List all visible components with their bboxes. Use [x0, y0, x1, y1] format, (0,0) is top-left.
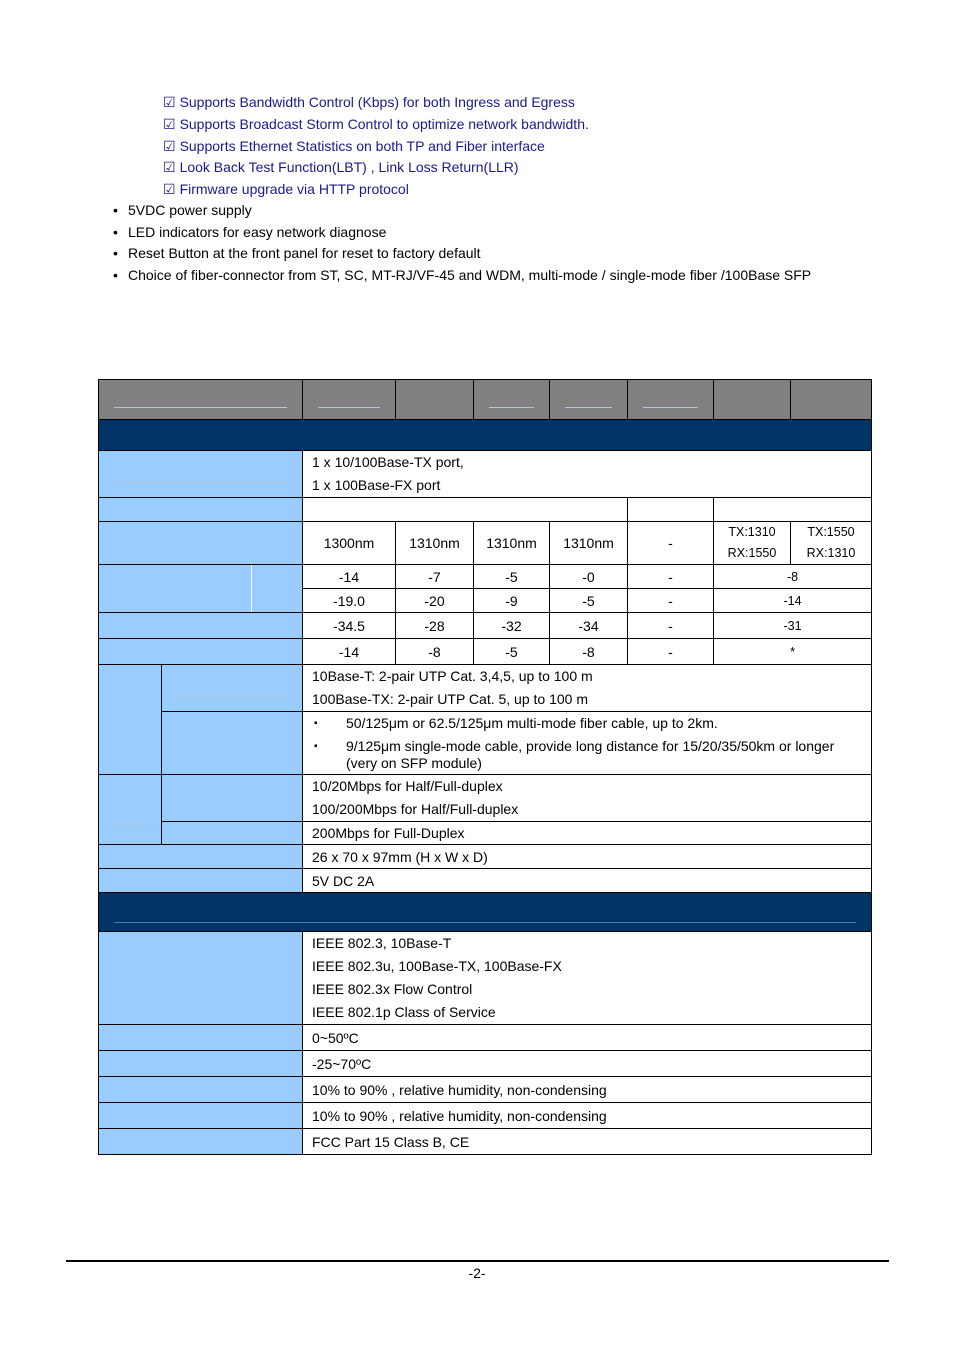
row-label [162, 822, 303, 845]
specification-table [98, 379, 872, 1155]
table-cell: - [628, 613, 714, 639]
header-cell [396, 380, 474, 420]
table-cell: - [628, 522, 714, 565]
bullet-item: • LED indicators for easy network diagnose [113, 222, 811, 244]
table-cell: -20 [396, 589, 474, 613]
table-cell: -14 [303, 565, 396, 589]
checkbox-icon: ☑ [163, 137, 176, 154]
emission-cell: FCC Part 15 Class B, CE [303, 1129, 872, 1155]
saturation-row [99, 639, 872, 665]
row-label [99, 1025, 303, 1051]
bullet-icon: • [113, 202, 118, 218]
row-label [99, 1077, 303, 1103]
header-cell [474, 380, 550, 420]
square-bullet-icon: ▪ [314, 717, 318, 729]
bullet-item: • Choice of fiber-connector from ST, SC, MT-RJ/VF-45 and WDM, multi-mode / single-mode fiber /100Base SFP [113, 265, 811, 287]
wavelength-row [99, 522, 872, 565]
checklist-item: ☑ Look Back Test Function(LBT) , Link Loss Return(LLR) [163, 157, 589, 179]
operating-temp-row [99, 1025, 872, 1051]
row-label [99, 869, 303, 893]
fiber-cable-cell: ▪ 50/125μm or 62.5/125μm multi-mode fiber cable, up to 2km. ▪ 9/125μm single-mode cable, provide long distance for 15/20/35/50km or longer (very on SFP module) [303, 712, 872, 775]
standards-row [99, 932, 872, 1025]
power-cell: 5V DC 2A [303, 869, 872, 893]
table-row [99, 451, 872, 498]
blank-cell [628, 498, 714, 522]
checkbox-icon: ☑ [163, 115, 176, 132]
row-label [99, 565, 303, 613]
page-number: -2- [468, 1265, 486, 1281]
checkbox-icon: ☑ [163, 181, 176, 198]
operating-humidity-row [99, 1077, 872, 1103]
checklist-item: ☑ Firmware upgrade via HTTP protocol [163, 179, 589, 201]
row-label [99, 1051, 303, 1077]
header-cell [99, 380, 303, 420]
row-label [99, 1129, 303, 1155]
square-bullet-icon: ▪ [314, 740, 318, 752]
wdm-cell-2: TX:1550 RX:1310 [791, 522, 872, 565]
table-cell: 1310nm [396, 522, 474, 565]
table-cell: - [628, 565, 714, 589]
header-cell [628, 380, 714, 420]
feature-bullets [113, 200, 811, 287]
row-label [99, 613, 303, 639]
table-cell: -5 [474, 565, 550, 589]
feature-checklist [163, 92, 589, 201]
dimensions-row [99, 845, 872, 869]
table-cell: - [628, 639, 714, 665]
footer-divider [66, 1260, 889, 1262]
blank-cell [714, 498, 872, 522]
checkbox-icon: ☑ [163, 94, 176, 110]
table-cell: -9 [474, 589, 550, 613]
row-label [99, 498, 303, 522]
sensitivity-row [99, 613, 872, 639]
table-cell: -5 [474, 639, 550, 665]
speed-fiber-row [99, 822, 872, 845]
table-cell: -8 [396, 639, 474, 665]
header-cell [303, 380, 396, 420]
header-cell [550, 380, 628, 420]
table-cell: 1310nm [474, 522, 550, 565]
checklist-item: ☑ Supports Broadcast Storm Control to optimize network bandwidth. [163, 114, 589, 136]
table-header-row [99, 380, 872, 420]
table-cell: -34 [550, 613, 628, 639]
section-hardware-row [99, 420, 872, 451]
operating-temp-cell: 0~50ºC [303, 1025, 872, 1051]
table-cell: -8 [550, 639, 628, 665]
section-header [99, 893, 872, 932]
row-label [162, 712, 303, 775]
storage-humidity-cell: 10% to 90% , relative humidity, non-condensing [303, 1103, 872, 1129]
speed-tp-row [99, 775, 872, 822]
row-label [99, 522, 303, 565]
standards-cell: IEEE 802.3, 10Base-T IEEE 802.3u, 100Base-TX, 100Base-FX IEEE 802.3x Flow Control IEEE 802.1p Class of Service [303, 932, 872, 1025]
table-cell: -32 [474, 613, 550, 639]
table-cell: -0 [550, 565, 628, 589]
header-cell [714, 380, 791, 420]
cable-tp-row [99, 665, 872, 712]
bullet-icon: • [113, 267, 118, 284]
table-cell: 1300nm [303, 522, 396, 565]
row-group-label [99, 775, 162, 845]
table-cell: -8 [714, 565, 872, 589]
row-label [162, 665, 303, 712]
dimensions-cell: 26 x 70 x 97mm (H x W x D) [303, 845, 872, 869]
checkbox-icon: ☑ [163, 159, 176, 176]
storage-humidity-row [99, 1103, 872, 1129]
row-label [162, 775, 303, 822]
bullet-item: • Reset Button at the front panel for reset to factory default [113, 243, 811, 265]
ports-cell: 1 x 10/100Base-TX port, 1 x 100Base-FX port [303, 451, 872, 498]
tp-cable-cell: 10Base-T: 2-pair UTP Cat. 3,4,5, up to 100 m 100Base-TX: 2-pair UTP Cat. 5, up to 100 m [303, 665, 872, 712]
table-cell: - [628, 589, 714, 613]
table-cell: 1310nm [550, 522, 628, 565]
row-label [99, 639, 303, 665]
header-cell [791, 380, 872, 420]
row-label [99, 451, 303, 498]
row-group-label [99, 665, 162, 775]
table-row [99, 498, 872, 522]
table-cell: -19.0 [303, 589, 396, 613]
table-cell: * [714, 639, 872, 665]
bullet-icon: • [113, 245, 118, 262]
table-cell: -31 [714, 613, 872, 639]
tp-speed-cell: 10/20Mbps for Half/Full-duplex 100/200Mbps for Half/Full-duplex [303, 775, 872, 822]
row-label [99, 1103, 303, 1129]
table-cell: -5 [550, 589, 628, 613]
table-cell: -14 [303, 639, 396, 665]
power-max-row [99, 565, 872, 589]
checklist-item: ☑ Supports Bandwidth Control (Kbps) for both Ingress and Egress [163, 92, 589, 114]
bullet-icon: • [113, 223, 118, 240]
bullet-item: • 5VDC power supply [113, 200, 811, 222]
row-label [99, 845, 303, 869]
operating-humidity-cell: 10% to 90% , relative humidity, non-condensing [303, 1077, 872, 1103]
section-header [99, 420, 872, 451]
cable-fiber-row [99, 712, 872, 775]
checklist-item: ☑ Supports Ethernet Statistics on both TP and Fiber interface [163, 136, 589, 158]
row-label [99, 932, 303, 1025]
fiber-speed-cell: 200Mbps for Full-Duplex [303, 822, 872, 845]
table-cell: -34.5 [303, 613, 396, 639]
emission-row [99, 1129, 872, 1155]
section-standards-row [99, 893, 872, 932]
table-cell: -28 [396, 613, 474, 639]
table-cell: -7 [396, 565, 474, 589]
storage-temp-row [99, 1051, 872, 1077]
power-row [99, 869, 872, 893]
storage-temp-cell: -25~70ºC [303, 1051, 872, 1077]
blank-cell [303, 498, 628, 522]
wdm-cell-1: TX:1310 RX:1550 [714, 522, 791, 565]
table-cell: -14 [714, 589, 872, 613]
